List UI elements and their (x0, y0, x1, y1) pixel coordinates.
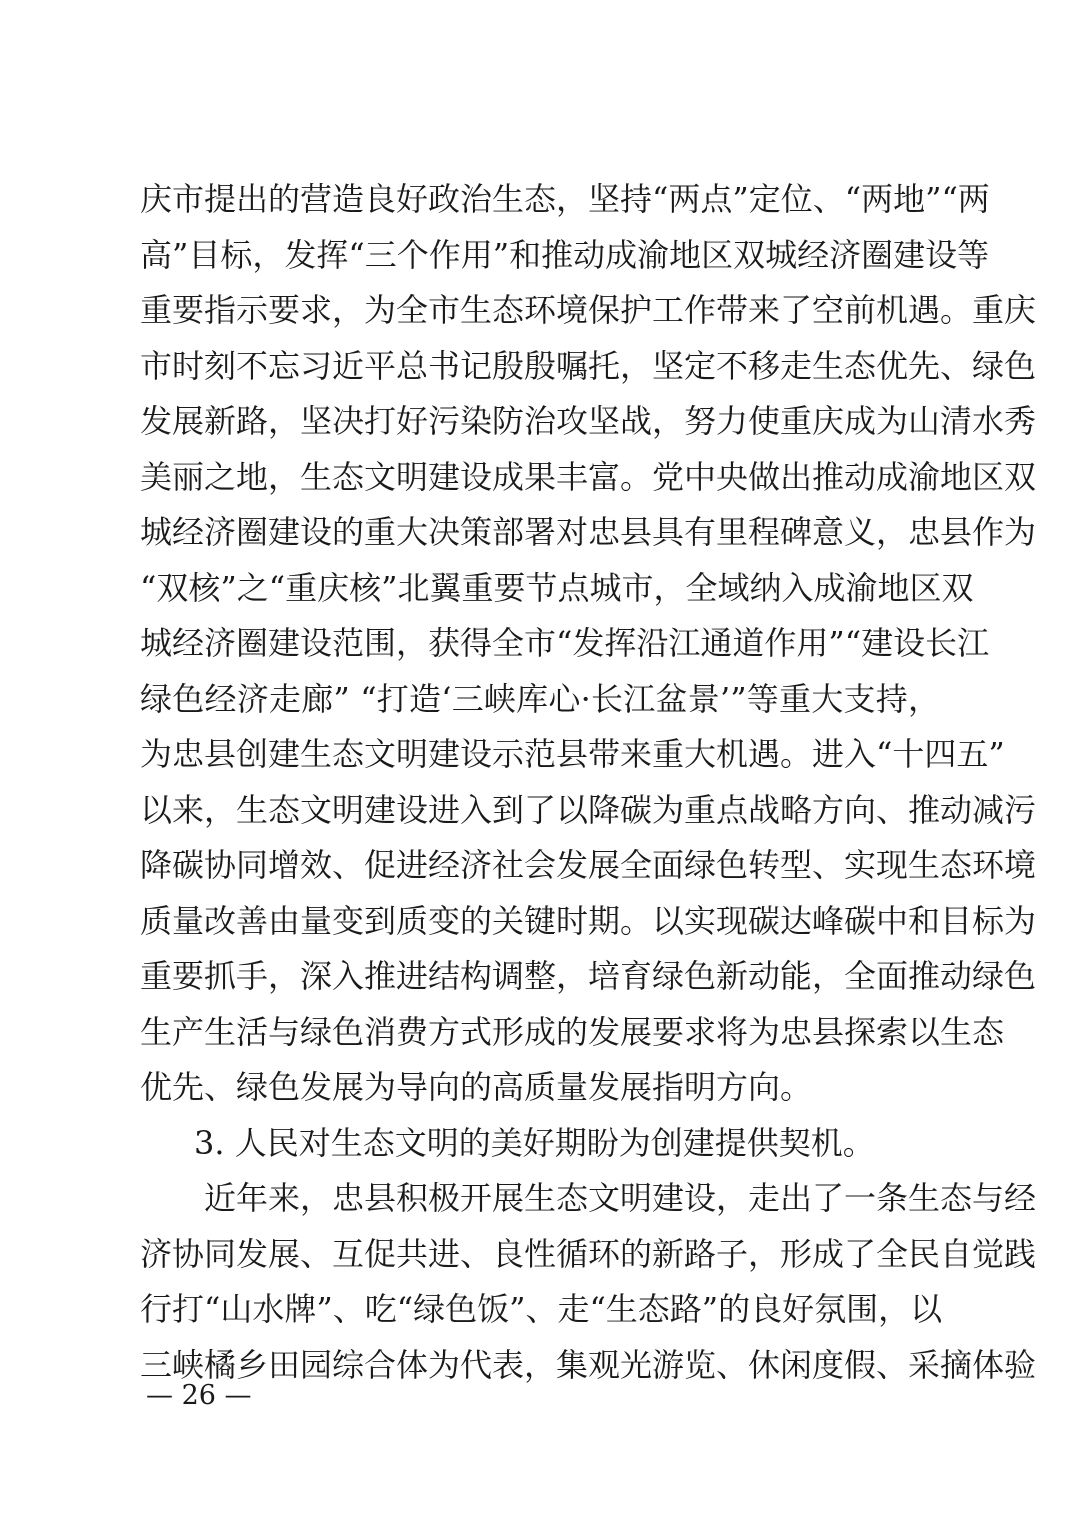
text-line: “双核”之“重庆核”北翼重要节点城市，全域纳入成渝地区双 (140, 568, 974, 607)
text-line: 行打“山水牌”、吃“绿色饭”、走“生态路”的良好氛围，以 (140, 1290, 943, 1328)
text-line: 发展新路，坚决打好污染防治攻坚战，努力使重庆成为山清水秀 (140, 402, 1037, 440)
text-line: 庆市提出的营造良好政治生态，坚持“两点”定位、“两地”“两 (140, 180, 990, 218)
text-line: 近年来，忠县积极开展生态文明建设，走出了一条生态与经 (204, 1179, 1037, 1217)
text-line: 重要指示要求，为全市生态环境保护工作带来了空前机遇。重庆 (140, 291, 1037, 329)
text-line: 质量改善由量变到质变的关键时期。以实现碳达峰碳中和目标为 (140, 901, 1037, 940)
text-line: 生产生活与绿色消费方式形成的发展要求将为忠县探索以生态 (140, 1012, 1005, 1051)
section-heading: 3. 人民对生态文明的美好期盼为创建提供契机。 (194, 1123, 875, 1162)
text-line: 重要抓手，深入推进结构调整，培育绿色新动能，全面推动绿色 (140, 957, 1037, 995)
text-line: 降碳协同增效、促进经济社会发展全面绿色转型、实现生态环境 (140, 846, 1037, 884)
text-line: 城经济圈建设范围，获得全市“发挥沿江通道作用”“建设长江 (140, 624, 990, 662)
text-line: 美丽之地，生态文明建设成果丰富。党中央做出推动成渝地区双 (140, 457, 1037, 496)
text-line: 市时刻不忘习近平总书记殷殷嘱托，坚定不移走生态优先、绿色 (140, 346, 1037, 385)
text-line: 绿色经济走廊” “打造‘三峡库心·长江盆景’”等重大支持， (140, 679, 940, 718)
text-line: 济协同发展、互促共进、良性循环的新路子，形成了全民自觉践 (140, 1234, 1037, 1273)
document-body (140, 172, 1037, 1393)
page-number: — 26 — (146, 1380, 252, 1411)
text-line: 高”目标，发挥“三个作用”和推动成渝地区双城经济圈建设等 (140, 235, 990, 274)
text-line: 城经济圈建设的重大决策部署对忠县具有里程碑意义，忠县作为 (140, 513, 1037, 551)
paragraph (140, 1171, 1037, 1393)
text-line: 三峡橘乡田园综合体为代表，集观光游览、休闲度假、采摘体验 (140, 1345, 1037, 1384)
text-line: 优先、绿色发展为导向的高质量发展指明方向。 (140, 1068, 813, 1106)
paragraph-continued (140, 172, 1037, 1116)
text-line: 为忠县创建生态文明建设示范县带来重大机遇。进入“十四五” (140, 735, 1005, 773)
text-line: 以来，生态文明建设进入到了以降碳为重点战略方向、推动减污 (140, 790, 1037, 829)
